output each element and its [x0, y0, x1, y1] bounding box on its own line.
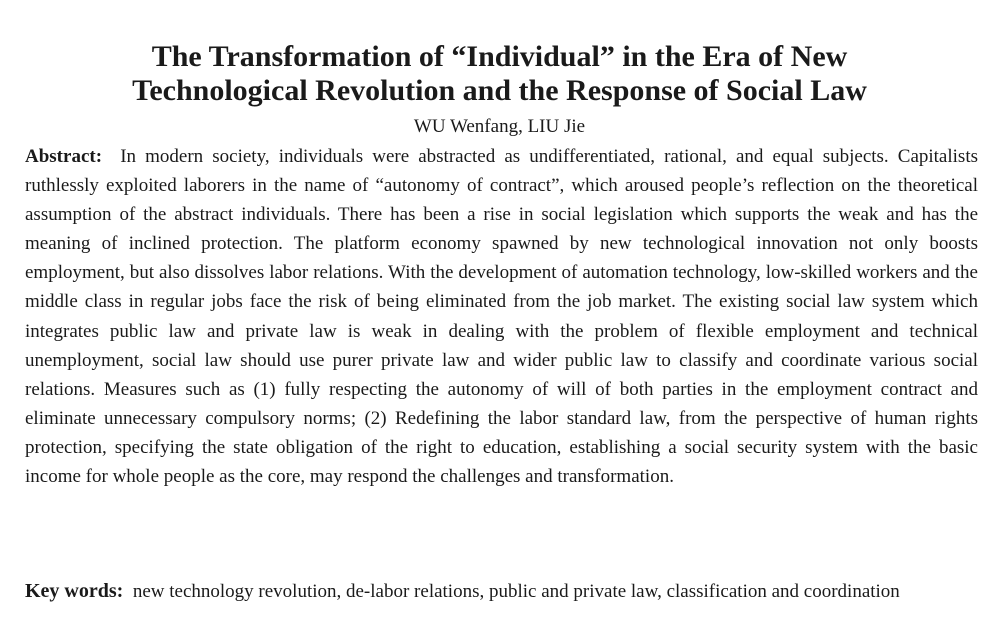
- title-line-1: The Transformation of “Individual” in the Era of New: [151, 40, 848, 73]
- abstract-label: Abstract:: [25, 146, 103, 167]
- keywords-paragraph: [25, 578, 978, 605]
- author-list: WU Wenfang, LIU Jie: [413, 116, 586, 137]
- abstract-paragraph: [25, 142, 978, 491]
- keywords-text: new technology revolution, de-labor relations, public and private law, classification and coordination: [132, 581, 900, 602]
- keywords-label: Key words:: [25, 580, 124, 602]
- abstract-text: In modern society, individuals were abstracted as undifferentiated, rational, and equal subjects. Capitalists ruthlessly exploited laborers in the name of “autonomy of contract”, which aroused people’s reflection on the theoretical assumption of the abstract individuals. There has been a rise in social legislation which supports the weak and has the meaning of inclined protection. The platform economy spawned by new technological innovation not only boosts employment, but also dissolves labor relations. With the development of automation technology, low-skilled workers and the middle class in regular jobs face the risk of being eliminated from the job market. The existing social law system which integrates public law and private law is weak in dealing with the problem of flexible employment and technical unemployment, social law should use purer private law and wider public law to classify and coordinate various social relations. Measures such as (1) fully respecting the autonomy of will of both parties in the employment contract and eliminate unnecessary compulsory norms; (2) Redefining the labor standard law, from the perspective of human rights protection, specifying the state obligation of the right to education, establishing a social security system with the basic income for whole people as the core, may respond the challenges and transformation.: [25, 146, 978, 488]
- paper-title: [0, 40, 999, 108]
- title-line-2: Technological Revolution and the Response of Social Law: [132, 74, 867, 107]
